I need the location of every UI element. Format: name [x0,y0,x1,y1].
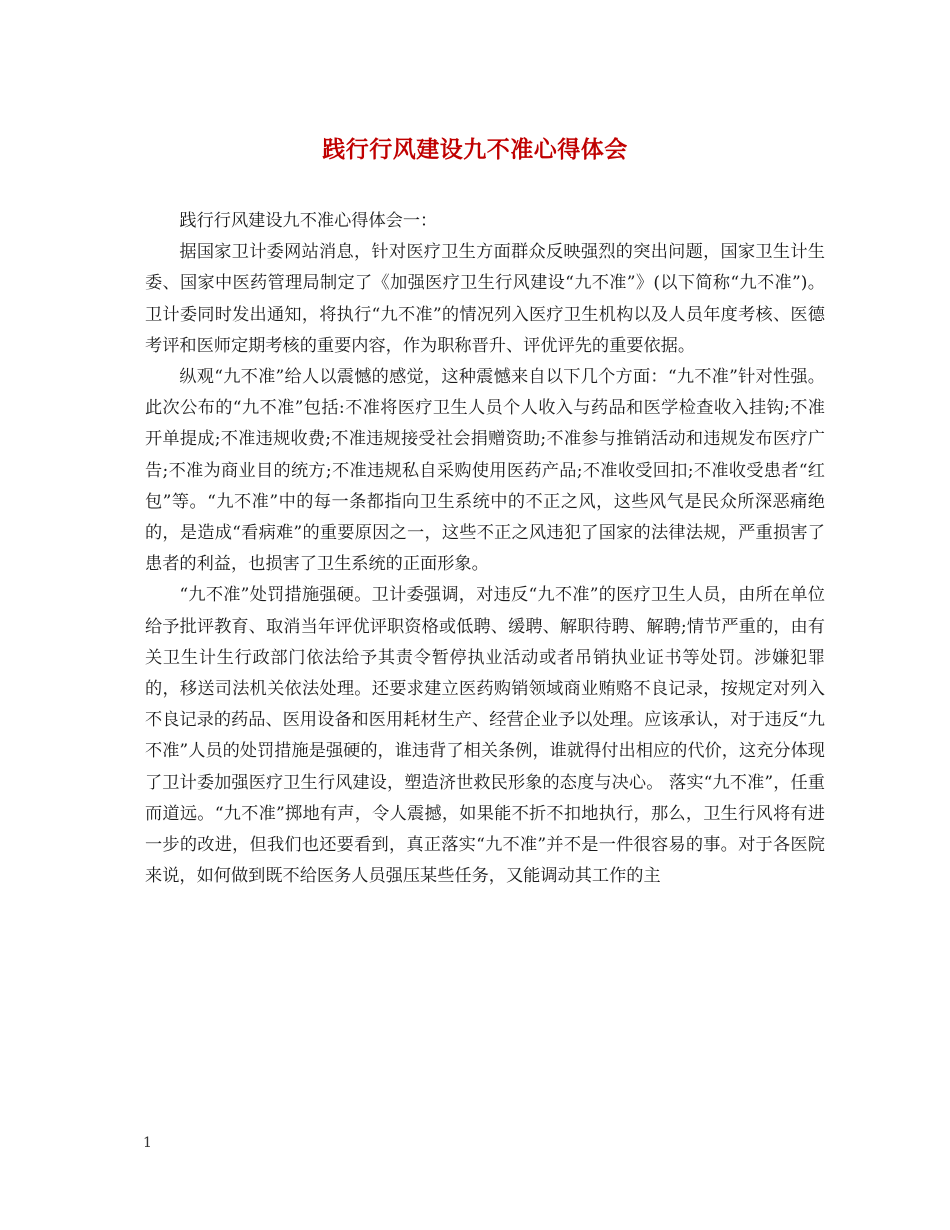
paragraph: 纵观“九不准”给人以震憾的感觉，这种震憾来自以下几个方面：“九不准”针对性强。此次公布的“九不准”包括:不准将医疗卫生人员个人收入与药品和医学检查收入挂钩;不准开单提成;不准违规收费;不准违规接受社会捐赠资助;不准参与推销活动和违规发布医疗广告;不准为商业目的统方;不准违规私自采购使用医药产品;不准收受回扣;不准收受患者“红包”等。“九不准”中的每一条都指向卫生系统中的不正之风，这些风气是民众所深恶痛绝的，是造成“看病难”的重要原因之一，这些不正之风违犯了国家的法律法规，严重损害了患者的利益，也损害了卫生系统的正面形象。 [145,367,825,575]
paragraph: 据国家卫计委网站消息，针对医疗卫生方面群众反映强烈的突出问题，国家卫生计生委、国家中医药管理局制定了《加强医疗卫生行风建设“九不准”》(以下简称“九不准”)。卫计委同时发出通知，将执行“九不准”的情况列入医疗卫生机构以及人员年度考核、医德考评和医师定期考核的重要内容，作为职称晋升、评优评先的重要依据。 [145,242,825,356]
paragraph-heading: 践行行风建设九不准心得体会一： [179,211,438,231]
document-title: 践行行风建设九不准心得体会 [322,136,628,163]
paragraph: “九不准”处罚措施强硬。卫计委强调，对违反“九不准”的医疗卫生人员，由所在单位给予批评教育、取消当年评优评职资格或低聘、缓聘、解职待聘、解聘;情节严重的，由有关卫生计生行政部门依法给予其责令暂停执业活动或者吊销执业证书等处罚。涉嫌犯罪的，移送司法机关依法处理。还要求建立医药购销领域商业贿赂不良记录，按规定对列入不良记录的药品、医用设备和医用耗材生产、经营企业予以处理。应该承认，对于违反“九不准”人员的处罚措施是强硬的，谁违背了相关条例，谁就得付出相应的代价，这充分体现了卫计委加强医疗卫生行风建设，塑造济世救民形象的态度与决心。 落实“九不准”，任重而道远。“九不准”掷地有声，令人震撼，如果能不折不扣地执行，那么，卫生行风将有进一步的改进，但我们也还要看到，真正落实“九不准”并不是一件很容易的事。对于各医院来说，如何做到既不给医务人员强压某些任务，又能调动其工作的主 [145,585,825,887]
page-number: 1 [143,1135,152,1151]
document-body [145,206,825,892]
